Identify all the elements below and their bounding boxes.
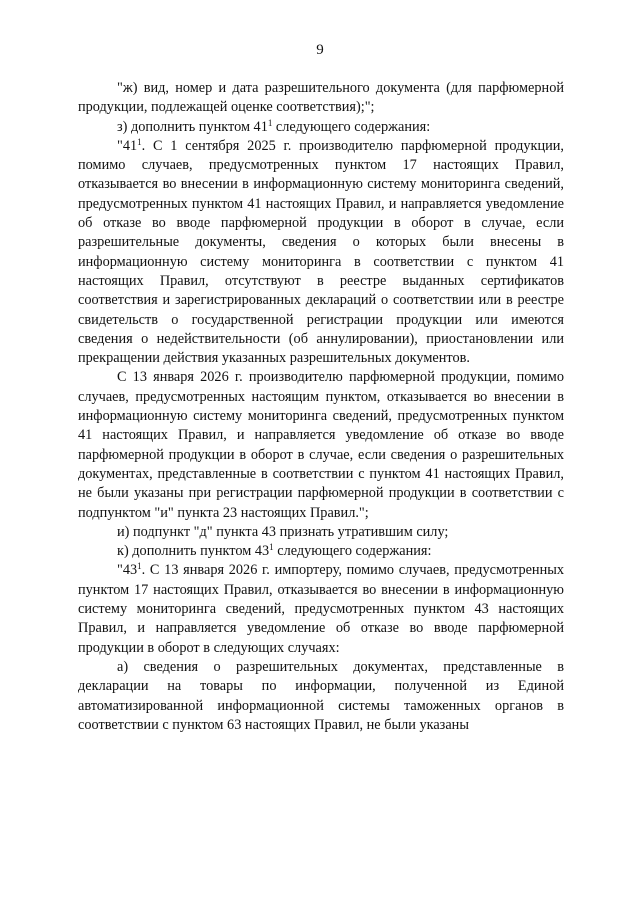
- paragraph-41-1: [78, 137, 564, 369]
- paragraph-z-text-end: следующего содержания:: [272, 118, 431, 135]
- paragraph-43-1-text: . С 13 января 2026 г. импортеру, помимо случаев, предусмотренных пунктом 17 настоящих Правил, отказывается во внесении в информационную систему мониторинга сведений, предусмотренных пунктом 43 настоящих Правил, и направляется уведомление об отказе во вводе парфюмерной продукции в оборот в следующих случаях:: [78, 562, 564, 656]
- superscript: 1: [267, 117, 273, 128]
- paragraph-k-text-start: к) дополнить пунктом 43: [117, 543, 270, 560]
- superscript: 1: [269, 542, 274, 553]
- paragraph-43-1: [78, 561, 564, 657]
- superscript: 1: [137, 136, 142, 147]
- paragraph-a: а) сведения о разрешительных документах, представленные в декларации на товары по информации, полученной из Единой автоматизированной информационной системы таможенных органов в соответствии с пунктом 63 настоящих Правил, не были указаны: [78, 658, 564, 733]
- paragraph-41-1-text: . С 1 сентября 2025 г. производителю парфюмерной продукции, помимо случаев, предусмотренных пунктом 17 настоящих Правил, отказывается во внесении в информационную систему мониторинга сведений, предусмотренных пунктом 41 настоящих Правил, и направляется уведомление об отказе во вводе парфюмерной продукции в оборот в случае, если разрешительные документы, сведения о которых были внесены в информационную систему мониторинга в соответствии с пунктом 41 настоящих Правил, отсутствуют в реестре выданных сертификатов соответствия и зарегистрированных деклараций о соответствии или в реестре свидетельств о государственной регистрации продукции или имеются сведения о недействительности (об аннулировании), приостановлении или прекращении действия указанных разрешительных документов.: [78, 137, 564, 367]
- superscript: 1: [137, 561, 142, 572]
- paragraph-k: [78, 542, 564, 561]
- paragraph-2026-producer: С 13 января 2026 г. производителю парфюмерной продукции, помимо случаев, предусмотренных настоящим пунктом, отказывается во внесении в информационную систему мониторинга сведений, предусмотренных пунктом 41 настоящих Правил, и направляется уведомление об отказе во вводе парфюмерной продукции в оборот в случае, если сведения о разрешительных документах, представленные в соответствии с пунктом 41 настоящих Правил, не были указаны при регистрации парфюмерной продукции в соответствии с подпунктом "и" пункта 23 настоящих Правил.";: [78, 369, 564, 521]
- paragraph-k-text-end: следующего содержания:: [273, 543, 432, 560]
- paragraph-zh: "ж) вид, номер и дата разрешительного документа (для парфюмерной продукции, подлежащей оценке соответствия);";: [78, 80, 564, 116]
- document-body: [78, 79, 564, 735]
- paragraph-41-1-number: "41: [117, 137, 138, 154]
- paragraph-i: и) подпункт "д" пункта 43 признать утратившим силу;: [117, 523, 449, 540]
- paragraph-z-text-start: з) дополнить пунктом 41: [117, 118, 268, 135]
- paragraph-43-1-number: "43: [117, 562, 138, 579]
- page-number: 9: [316, 42, 324, 58]
- paragraph-z: [78, 118, 564, 137]
